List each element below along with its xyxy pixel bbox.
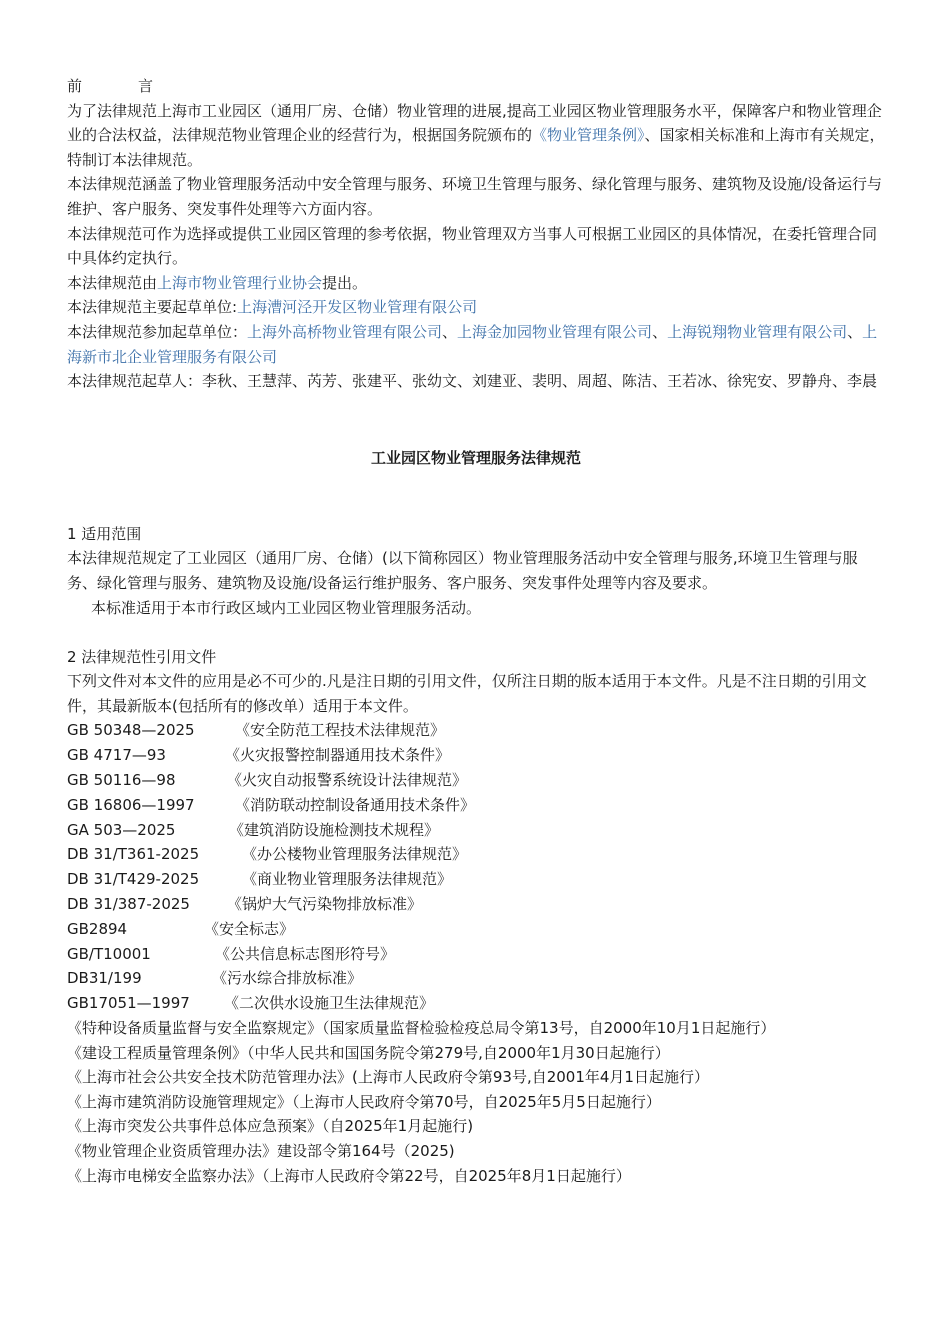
standard-name: 《公共信息标志图形符号》 bbox=[215, 944, 396, 963]
standard-item bbox=[67, 743, 885, 768]
standard-code: DB 31/387-2025 bbox=[67, 895, 190, 914]
preface-p1-text-end: 、国家相关标准和上海市有关规定，特制订本法律规范。 bbox=[67, 126, 885, 169]
preface-paragraph-4 bbox=[67, 271, 885, 296]
standard-item bbox=[67, 966, 885, 991]
standard-item bbox=[67, 818, 885, 843]
preface-p5-text: 本法律规范主要起草单位: bbox=[67, 298, 238, 317]
preface-p4-text-end: 提出。 bbox=[322, 273, 368, 292]
standard-item bbox=[67, 917, 885, 942]
separator: 、 bbox=[652, 322, 668, 341]
standard-item bbox=[67, 842, 885, 867]
standard-code: GA 503—2025 bbox=[67, 820, 176, 839]
regulation-link[interactable]: 《物业管理条例》 bbox=[532, 126, 645, 145]
standard-code: DB 31/T361-2025 bbox=[67, 845, 200, 864]
standard-name: 《建筑消防设施检测技术规程》 bbox=[229, 820, 440, 839]
separator: 、 bbox=[847, 322, 863, 341]
standard-name: 《安全防范工程技术法律规范》 bbox=[235, 721, 446, 740]
section-1-paragraph-1: 本法律规范规定了工业园区（通用厂房、仓储）(以下简称园区）物业管理服务活动中安全管理与服务,环境卫生管理与服务、绿化管理与服务、建筑物及设施/设备运行维护服务、客户服务、突发事件处理等内容及要求。 bbox=[67, 549, 858, 592]
association-link[interactable]: 上海市物业管理行业协会 bbox=[157, 273, 323, 292]
regulation-item: 《特种设备质量监督与安全监察规定》（国家质量监督检验检疫总局令第13号，自2000年10月1日起施行） bbox=[67, 1019, 776, 1038]
standards-list bbox=[67, 718, 885, 1016]
preface-paragraph-2: 本法律规范涵盖了物业管理服务活动中安全管理与服务、环境卫生管理与服务、绿化管理与服务、建筑物及设施/设备运行与维护、客户服务、突发事件处理等六方面内容。 bbox=[67, 175, 883, 218]
standard-code: GB 50116—98 bbox=[67, 771, 176, 790]
standard-item bbox=[67, 768, 885, 793]
section-2-intro: 下列文件对本文件的应用是必不可少的.凡是注日期的引用文件，仅所注日期的版本适用于本文件。凡是不注日期的引用文件，其最新版本(包括所有的修改单）适用于本文件。 bbox=[67, 672, 867, 715]
preface-p4-text: 本法律规范由 bbox=[67, 273, 158, 292]
standard-code: GB 4717—93 bbox=[67, 746, 166, 765]
standard-item bbox=[67, 991, 885, 1016]
regulation-item: 《上海市建筑消防设施管理规定》（上海市人民政府令第70号，自2025年5月5日起施行） bbox=[67, 1092, 661, 1111]
regulation-item: 《建设工程质量管理条例》（中华人民共和国国务院令第279号,自2000年1月30日起施行） bbox=[67, 1043, 670, 1062]
section-1-paragraph-2: 本标准适用于本市行政区域内工业园区物业管理服务活动。 bbox=[91, 598, 482, 617]
standard-name: 《锅炉大气污染物排放标准》 bbox=[227, 895, 423, 914]
regulation-item: 《上海市社会公共安全技术防范管理办法》(上海市人民政府令第93号,自2001年4月1日起施行） bbox=[67, 1068, 709, 1087]
preface-paragraph-7: 本法律规范起草人：李秋、王慧萍、芮芳、张建平、张幼文、刘建亚、裴明、周超、陈洁、王若冰、徐宪安、罗静舟、李晨 bbox=[67, 372, 878, 391]
standard-item bbox=[67, 892, 885, 917]
standard-code: DB31/199 bbox=[67, 969, 142, 988]
preface-paragraph-1 bbox=[67, 99, 885, 173]
drafter-link-2[interactable]: 上海金加园物业管理有限公司 bbox=[457, 322, 653, 341]
standard-code: GB2894 bbox=[67, 919, 128, 938]
preface-p6-text: 本法律规范参加起草单位： bbox=[67, 322, 248, 341]
regulation-item: 《上海市突发公共事件总体应急预案》（自2025年1月起施行) bbox=[67, 1117, 474, 1136]
standard-item bbox=[67, 867, 885, 892]
preface-paragraph-5 bbox=[67, 295, 885, 320]
standard-code: GB17051—1997 bbox=[67, 994, 190, 1013]
standard-code: GB/T10001 bbox=[67, 944, 151, 963]
standard-code: GB 50348—2025 bbox=[67, 721, 195, 740]
document-title: 工业园区物业管理服务法律规范 bbox=[370, 448, 581, 467]
standard-item bbox=[67, 793, 885, 818]
preface-paragraph-3: 本法律规范可作为选择或提供工业园区管理的参考依据，物业管理双方当事人可根据工业园区的具体情况，在委托管理合同中具体约定执行。 bbox=[67, 224, 878, 268]
section-2-heading: 2 法律规范性引用文件 bbox=[67, 647, 217, 666]
standard-name: 《火灾自动报警系统设计法律规范》 bbox=[227, 771, 468, 790]
standard-item bbox=[67, 942, 885, 967]
preface-heading-right: 言 bbox=[138, 77, 154, 95]
standard-name: 《办公楼物业管理服务法律规范》 bbox=[242, 845, 468, 864]
standard-name: 《二次供水设施卫生法律规范》 bbox=[224, 994, 435, 1013]
drafter-link-4[interactable]: 上海新市北企业管理服务有限公司 bbox=[67, 322, 878, 366]
drafter-link-1[interactable]: 上海外高桥物业管理有限公司 bbox=[247, 322, 443, 341]
standard-name: 《污水综合排放标准》 bbox=[212, 969, 363, 988]
standard-name: 《商业物业管理服务法律规范》 bbox=[242, 870, 453, 889]
separator: 、 bbox=[442, 322, 458, 341]
standard-code: GB 16806—1997 bbox=[67, 795, 195, 814]
drafter-link-3[interactable]: 上海锐翔物业管理有限公司 bbox=[667, 322, 848, 341]
preface-heading bbox=[67, 74, 885, 99]
standard-name: 《火灾报警控制器通用技术条件》 bbox=[225, 746, 451, 765]
standard-code: DB 31/T429-2025 bbox=[67, 870, 200, 889]
document-page bbox=[67, 74, 885, 1188]
standard-name: 《消防联动控制设备通用技术条件》 bbox=[235, 795, 476, 814]
standard-item bbox=[67, 718, 885, 743]
main-drafter-link[interactable]: 上海漕河泾开发区物业管理有限公司 bbox=[237, 298, 478, 317]
standard-name: 《安全标志》 bbox=[204, 919, 295, 938]
preface-paragraph-6 bbox=[67, 320, 885, 369]
preface-heading-left: 前 bbox=[67, 77, 83, 95]
regulation-item: 《物业管理企业资质管理办法》建设部令第164号（2025) bbox=[67, 1142, 455, 1160]
preface-p1-text: 为了法律规范上海市工业园区（通用厂房、仓储）物业管理的进展,提高工业园区物业管理服务水平，保障客户和物业管理企业的合法权益，法律规范物业管理企业的经营行为，根据国务院颁布的 bbox=[67, 101, 882, 145]
section-1-heading: 1 适用范围 bbox=[67, 524, 142, 543]
regulation-item: 《上海市电梯安全监察办法》（上海市人民政府令第22号，自2025年8月1日起施行） bbox=[67, 1166, 631, 1185]
regulations-list bbox=[67, 1016, 885, 1188]
